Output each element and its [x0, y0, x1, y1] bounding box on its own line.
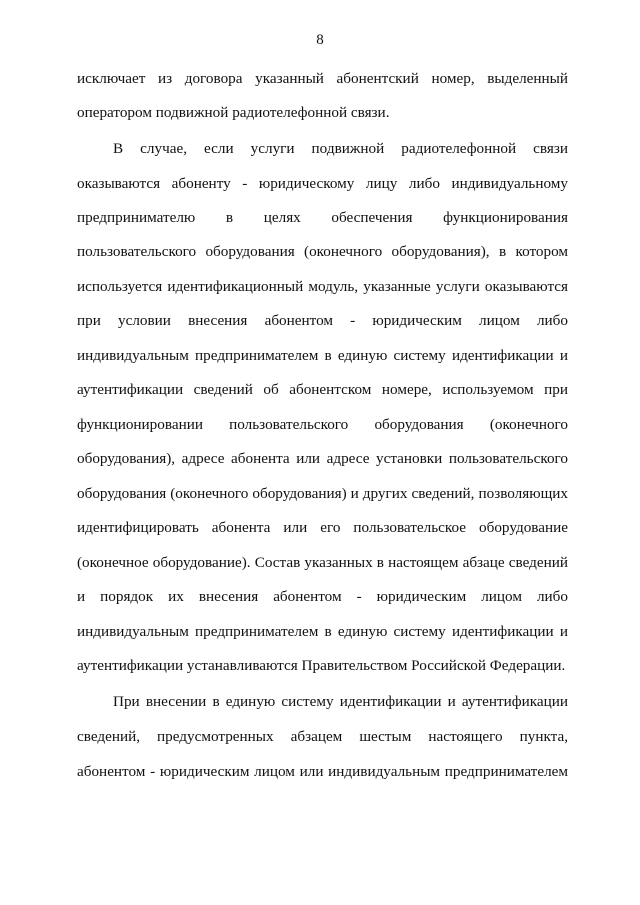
- text-line: оборудования (оконечного оборудования) и других сведений, позволяющих: [77, 485, 568, 502]
- text-line: пользовательского оборудования (оконечного оборудования), в котором: [77, 243, 568, 260]
- paragraph-first-line: В случае, если услуги подвижной радиотелефонной связи: [113, 140, 568, 157]
- text-line: индивидуальным предпринимателем в единую систему идентификации и: [77, 347, 568, 364]
- text-line: при условии внесения абонентом - юридическим лицом либо: [77, 312, 568, 329]
- text-line: индивидуальным предпринимателем в единую систему идентификации и: [77, 623, 568, 640]
- text-line: оборудования), адресе абонента или адресе установки пользовательского: [77, 450, 568, 467]
- text-line: предпринимателю в целях обеспечения функционирования: [77, 209, 568, 226]
- text-line: исключает из договора указанный абонентский номер, выделенный: [77, 70, 568, 87]
- text-line: оказываются абоненту - юридическому лицу либо индивидуальному: [77, 175, 568, 192]
- text-line: сведений, предусмотренных абзацем шестым настоящего пункта,: [77, 728, 568, 745]
- paragraph-first-line: При внесении в единую систему идентификации и аутентификации: [113, 693, 568, 710]
- text-line: абонентом - юридическим лицом или индивидуальным предпринимателем: [77, 763, 568, 780]
- text-line: (оконечное оборудование). Состав указанных в настоящем абзаце сведений: [77, 554, 568, 571]
- page-number: 8: [316, 32, 324, 48]
- text-line: аутентификации сведений об абонентском номере, используемом при: [77, 381, 568, 398]
- text-line: аутентификации устанавливаются Правительством Российской Федерации.: [77, 657, 566, 674]
- text-line: и порядок их внесения абонентом - юридическим лицом либо: [77, 588, 568, 605]
- text-line: функционировании пользовательского оборудования (оконечного: [77, 416, 568, 433]
- text-line: идентифицировать абонента или его пользовательское оборудование: [77, 519, 568, 536]
- text-line: оператором подвижной радиотелефонной связи.: [77, 104, 390, 121]
- text-line: используется идентификационный модуль, указанные услуги оказываются: [77, 278, 568, 295]
